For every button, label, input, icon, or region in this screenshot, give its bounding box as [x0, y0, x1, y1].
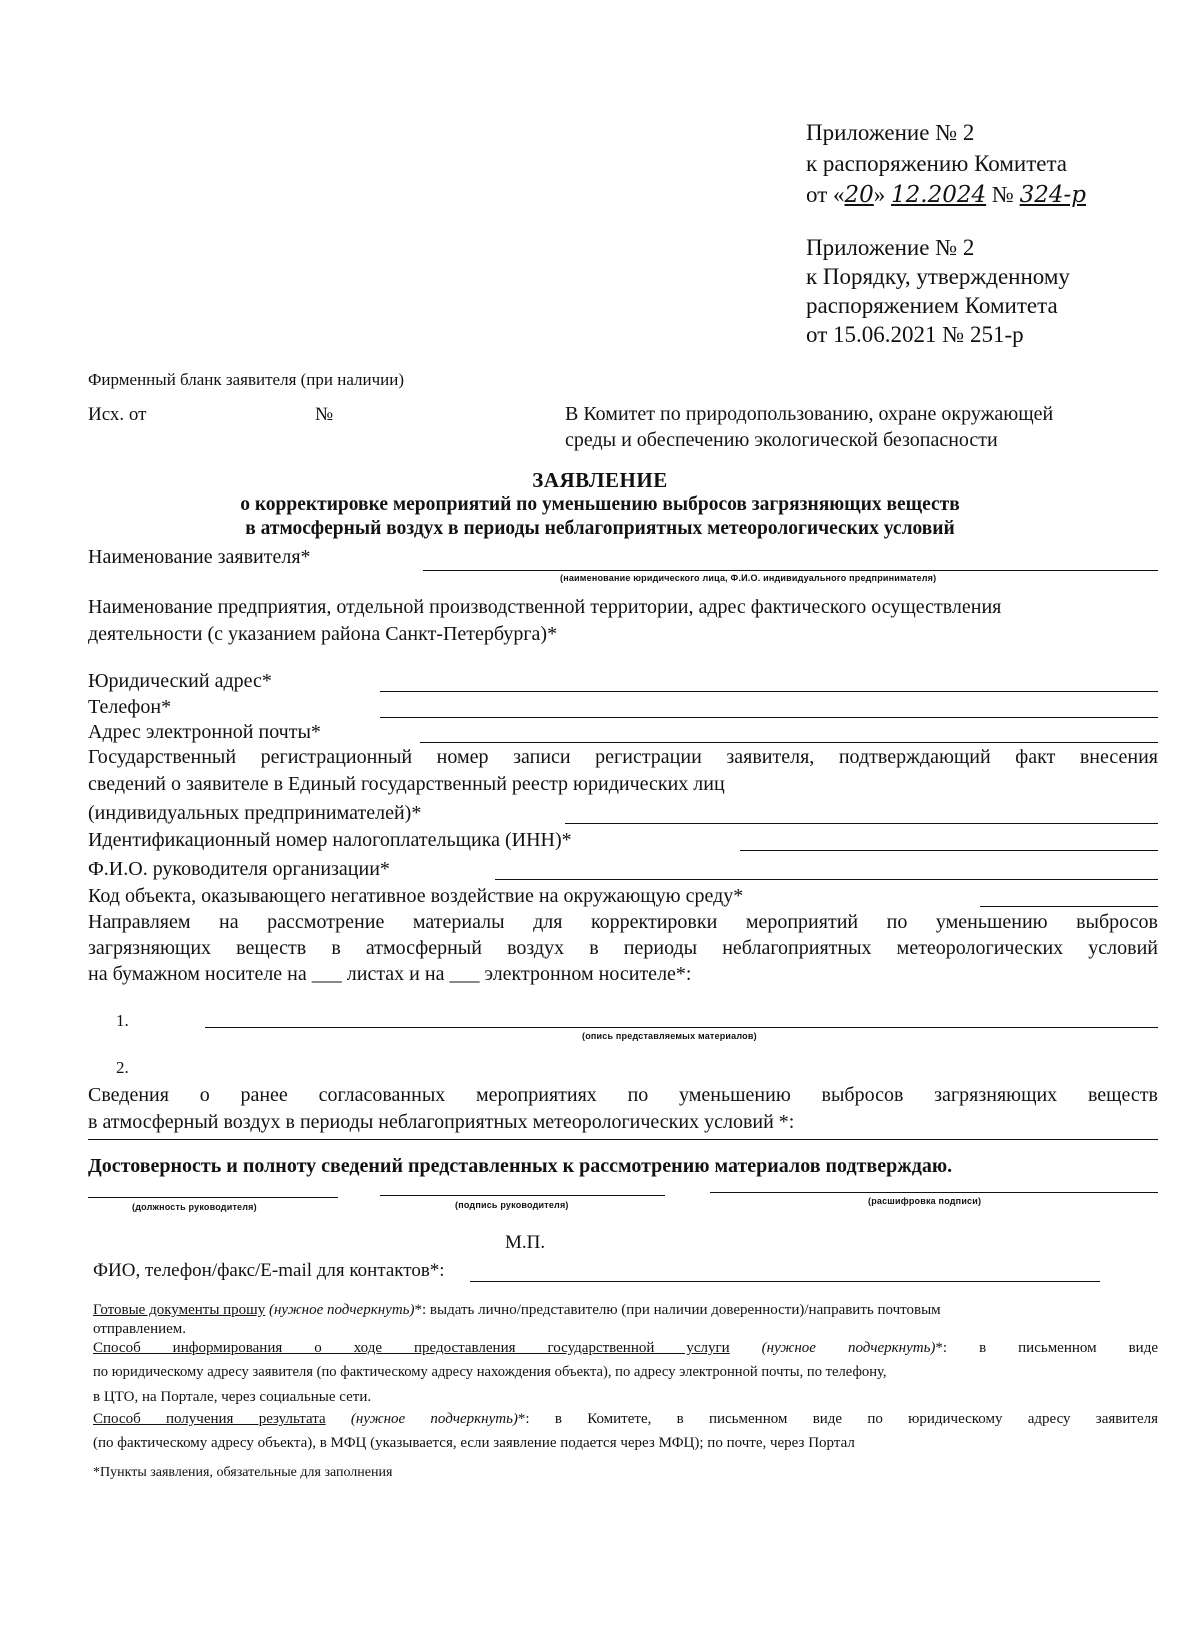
email-label: Адрес электронной почты* — [88, 721, 321, 743]
appendix2-line1: Приложение № 2 — [806, 235, 975, 260]
handwritten-date: 12.2024 — [891, 182, 987, 208]
applicant-name-field[interactable] — [423, 570, 1158, 571]
applicant-name-hint: (наименование юридического лица, Ф.И.О. индивидуального предпринимателя) — [560, 573, 937, 583]
director-label: Ф.И.О. руководителя организации* — [88, 858, 390, 880]
appendix1-line2: к распоряжению Комитета — [806, 151, 1067, 176]
previous-field[interactable] — [88, 1139, 1158, 1140]
enterprise-line2: деятельности (с указанием района Санкт-Петербурга)* — [88, 623, 558, 645]
phone-field[interactable] — [380, 717, 1158, 718]
outgoing-label: Исх. от — [88, 404, 147, 425]
inn-field[interactable] — [740, 850, 1158, 851]
object-code-field[interactable] — [980, 906, 1158, 907]
ogrn-line3: (индивидуальных предпринимателей)* — [88, 802, 422, 824]
inform-rest: *: в письменном виде — [935, 1340, 1158, 1356]
signature-field[interactable] — [380, 1195, 665, 1196]
confirmation-text: Достоверность и полноту сведений представленных к рассмотрению материалов подтверждаю. — [88, 1155, 953, 1177]
document-title: ЗАЯВЛЕНИЕ — [532, 468, 668, 492]
handwritten-number: 324-р — [1019, 182, 1087, 208]
inform-line2: по юридическому адресу заявителя (по фактическому адресу нахождения объекта), по адресу электронной почты, по телефону, — [93, 1364, 887, 1380]
signature-decoding-field[interactable] — [710, 1192, 1158, 1193]
previous-line2: в атмосферный воздух в периоды неблагоприятных метеорологических условий *: — [88, 1111, 795, 1133]
ogrn-field[interactable] — [565, 823, 1158, 824]
appendix2-line2: к Порядку, утвержденному — [806, 264, 1070, 289]
date-prefix: от « — [806, 182, 845, 207]
director-field[interactable] — [495, 879, 1158, 880]
position-hint: (должность руководителя) — [132, 1202, 257, 1212]
materials-list-hint: (опись представляемых материалов) — [582, 1031, 757, 1041]
signature-hint: (подпись руководителя) — [455, 1200, 569, 1210]
recipient-line2: среды и обеспечению экологической безопасности — [565, 429, 998, 451]
result-italic: (нужное подчеркнуть) — [325, 1411, 518, 1427]
date-mid: » — [873, 182, 892, 207]
submission-line2: загрязняющих веществ в атмосферный воздух в периоды неблагоприятных метеорологических условий — [88, 937, 1158, 959]
signature-decoding-hint: (расшифровка подписи) — [868, 1196, 982, 1206]
title-sub2: в атмосферный воздух в периоды неблагоприятных метеорологических условий — [245, 518, 955, 539]
contacts-field[interactable] — [470, 1281, 1100, 1282]
contacts-label: ФИО, телефон/факс/E-mail для контактов*: — [93, 1260, 445, 1281]
inn-label: Идентификационный номер налогоплательщика (ИНН)* — [88, 829, 572, 851]
recipient-line1: В Комитет по природопользованию, охране окружающей — [565, 403, 1054, 425]
submission-line3: на бумажном носителе на ___ листах и на ___ электронном носителе*: — [88, 963, 692, 985]
letterhead-label: Фирменный бланк заявителя (при наличии) — [88, 370, 405, 389]
applicant-name-label: Наименование заявителя* — [88, 546, 311, 568]
position-field[interactable] — [88, 1197, 338, 1198]
phone-label: Телефон* — [88, 696, 172, 718]
materials-item-2: 2. — [116, 1058, 129, 1077]
legal-address-label: Юридический адрес* — [88, 670, 272, 692]
email-field[interactable] — [420, 742, 1158, 743]
inform-underlined: Способ информирования о ходе предоставления государственной услуги — [93, 1340, 730, 1356]
result-line2: (по фактическому адресу объекта), в МФЦ (указывается, если заявление подается через МФЦ); по почте, через Портал — [93, 1435, 855, 1451]
previous-line1: Сведения о ранее согласованных мероприятиях по уменьшению выбросов загрязняющих веществ — [88, 1084, 1158, 1106]
appendix2-line4: от 15.06.2021 № 251-р — [806, 322, 1024, 347]
ready-docs-underlined: Готовые документы прошу — [93, 1302, 266, 1318]
legal-address-field[interactable] — [380, 691, 1158, 692]
ogrn-line1: Государственный регистрационный номер записи регистрации заявителя, подтверждающий факт внесения — [88, 746, 1158, 768]
materials-item-1: 1. — [116, 1011, 129, 1030]
result-rest: *: в Комитете, в письменном виде по юридическому адресу заявителя — [517, 1411, 1158, 1427]
outgoing-number: № — [315, 404, 334, 425]
ogrn-line2: сведений о заявителе в Единый государственный реестр юридических лиц — [88, 773, 725, 795]
inform-line3: в ЦТО, на Портале, через социальные сети. — [93, 1389, 372, 1405]
enterprise-line1: Наименование предприятия, отдельной производственной территории, адрес фактического осуществления — [88, 596, 1002, 618]
num-prefix: № — [986, 182, 1020, 207]
inform-line1 — [93, 1340, 1158, 1357]
inform-italic: (нужное подчеркнуть) — [729, 1340, 936, 1356]
ready-docs-line1 — [93, 1302, 941, 1319]
materials-item-1-field[interactable] — [205, 1027, 1158, 1028]
result-line1 — [93, 1411, 1158, 1428]
object-code-label: Код объекта, оказывающего негативное воздействие на окружающую среду* — [88, 885, 744, 907]
appendix1-line1: Приложение № 2 — [806, 120, 975, 145]
submission-line1: Направляем на рассмотрение материалы для корректировки мероприятий по уменьшению выбросов — [88, 911, 1158, 933]
result-underlined: Способ получения результата — [93, 1411, 326, 1427]
ready-docs-italic: (нужное подчеркнуть) — [265, 1302, 415, 1318]
title-sub1: о корректировке мероприятий по уменьшению выбросов загрязняющих веществ — [240, 494, 960, 515]
stamp-label: М.П. — [505, 1232, 546, 1253]
handwritten-day: 20 — [844, 182, 874, 208]
ready-docs-line2: отправлением. — [93, 1321, 187, 1337]
appendix2-line3: распоряжением Комитета — [806, 293, 1058, 318]
required-note: *Пункты заявления, обязательные для заполнения — [93, 1465, 393, 1480]
appendix1-date-line — [806, 180, 1086, 210]
ready-docs-rest: *: выдать лично/представителю (при наличии доверенности)/направить почтовым — [414, 1302, 941, 1318]
